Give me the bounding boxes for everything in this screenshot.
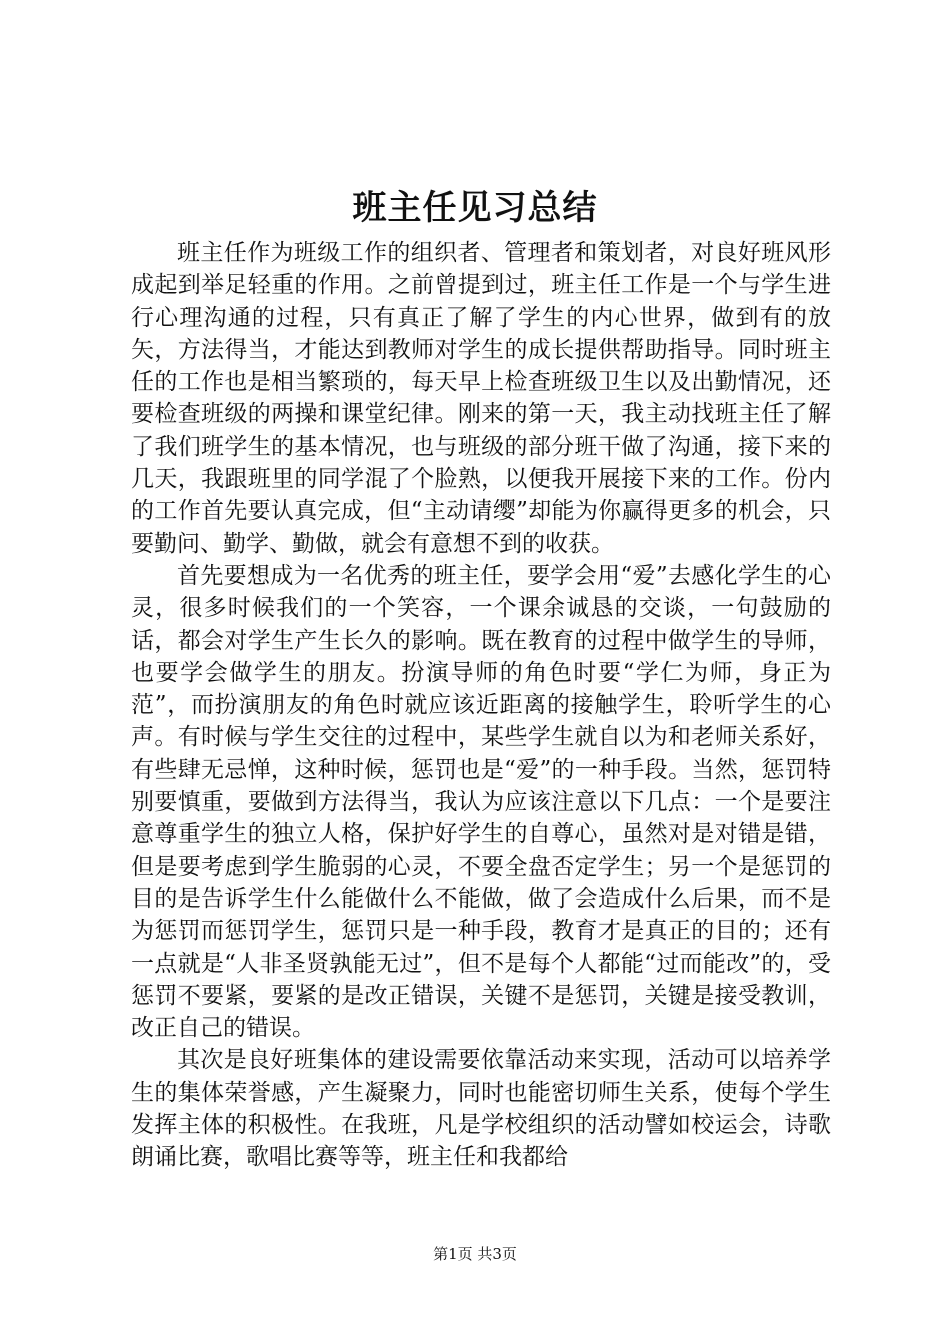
paragraph-1: 班主任作为班级工作的组织者、管理者和策划者，对良好班风形成起到举足轻重的作用。之前曾提到过，班主任工作是一个与学生进行心理沟通的过程，只有真正了解了学生的内心世界，做到有的放矢，方法得当，才能达到教师对学生的成长提供帮助指导。同时班主任的工作也是相当繁琐的，每天早上检查班级卫生以及出勤情况，还要检查班级的两操和课堂纪律。刚来的第一天，我主动找班主任了解了我们班学生的基本情况，也与班级的部分班干做了沟通，接下来的几天，我跟班里的同学混了个脸熟，以便我开展接下来的工作。份内的工作首先要认真完成，但“主动请缨”却能为你赢得更多的机会，只要勤问、勤学、勤做，就会有意想不到的收获。 xyxy=(131,240,831,557)
paragraph-2: 首先要想成为一名优秀的班主任，要学会用“爱”去感化学生的心灵，很多时候我们的一个笑容，一个课余诚恳的交谈，一句鼓励的话，都会对学生产生长久的影响。既在教育的过程中做学生的导师，也要学会做学生的朋友。扮演导师的角色时要“学仁为师，身正为范”，而扮演朋友的角色时就应该近距离的接触学生，聆听学生的心声。有时候与学生交往的过程中，某些学生就自以为和老师关系好，有些肆无忌惮，这种时候，惩罚也是“爱”的一种手段。当然，惩罚特别要慎重，要做到方法得当，我认为应该注意以下几点：一个是要注意尊重学生的独立人格，保护好学生的自尊心，虽然对是对错是错，但是要考虑到学生脆弱的心灵，不要全盘否定学生；另一个是惩罚的目的是告诉学生什么能做什么不能做，做了会造成什么后果，而不是为惩罚而惩罚学生，惩罚只是一种手段，教育才是真正的目的；还有一点就是“人非圣贤孰能无过”，但不是每个人都能“过而能改”的，受惩罚不要紧，要紧的是改正错误，关键不是惩罚，关键是接受教训，改正自己的错误。 xyxy=(131,562,831,1042)
document-body xyxy=(131,237,831,1174)
paragraph-3: 其次是良好班集体的建设需要依靠活动来实现，活动可以培养学生的集体荣誉感，产生凝聚力，同时也能密切师生关系，使每个学生发挥主体的积极性。在我班，凡是学校组织的活动譬如校运会，诗歌朗诵比赛，歌唱比赛等等，班主任和我都给 xyxy=(131,1047,831,1171)
page-footer: 第1页 共3页 xyxy=(433,1245,517,1263)
document-title: 班主任见习总结 xyxy=(352,188,598,228)
